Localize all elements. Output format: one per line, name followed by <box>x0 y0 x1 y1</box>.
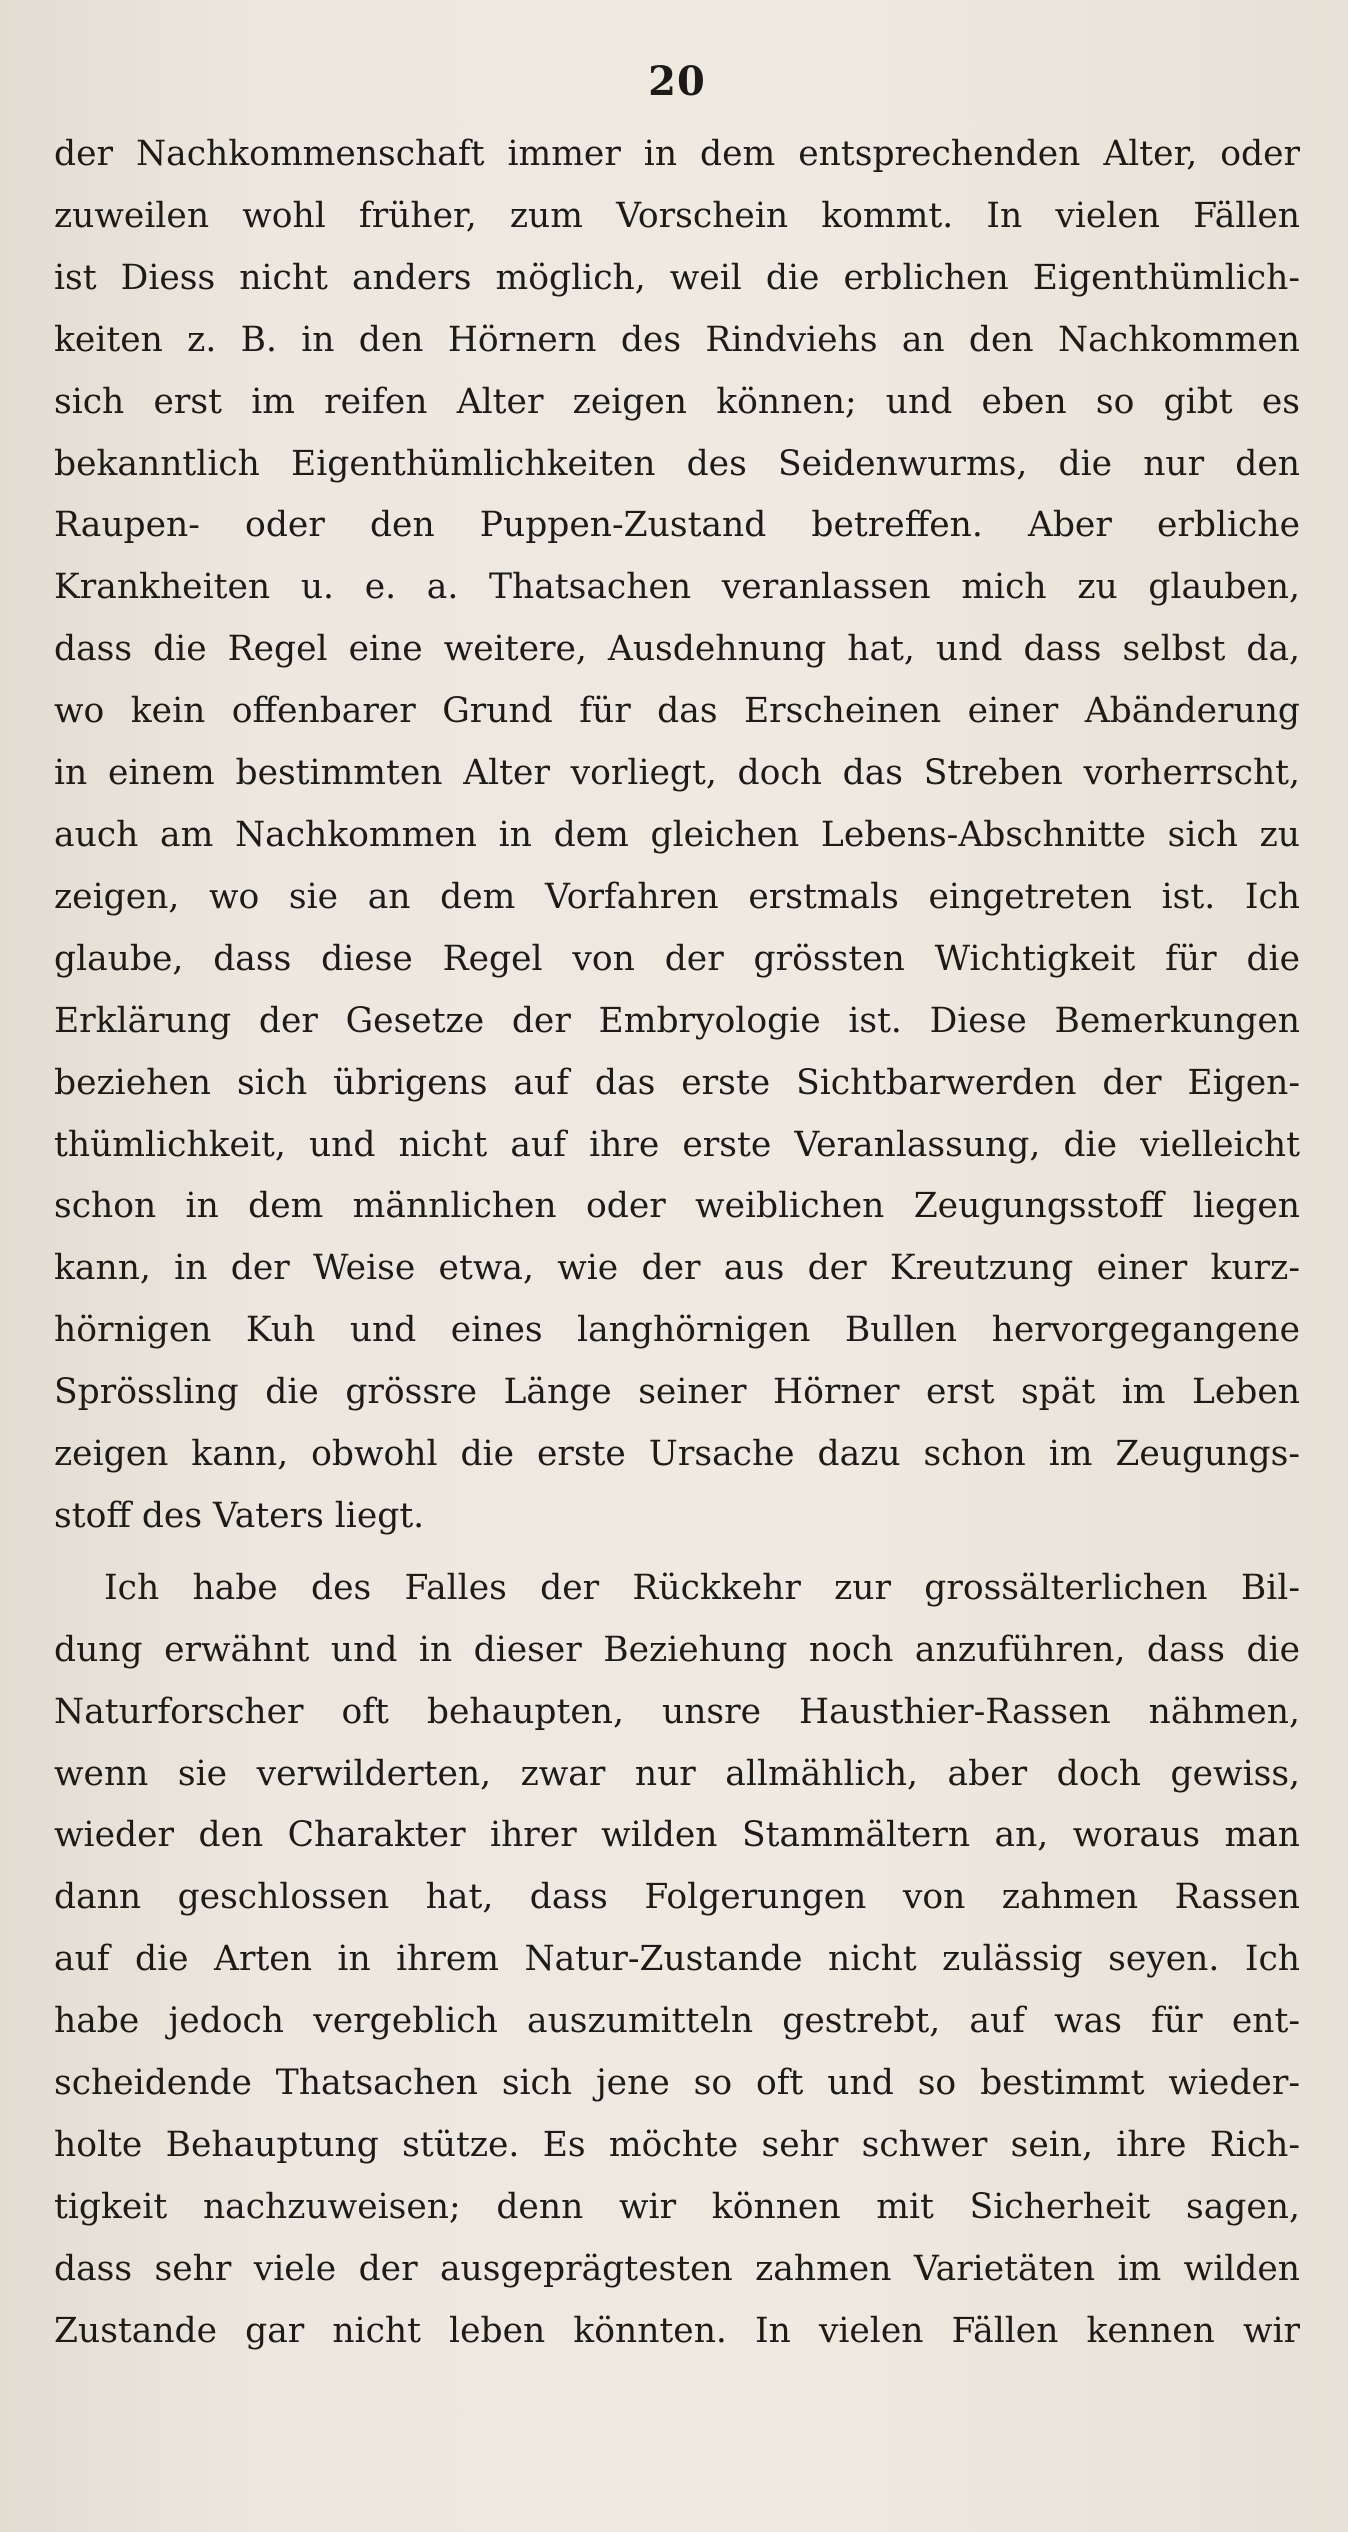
text-line: glaube, dass diese Regel von der grössten Wichtigkeit für die <box>54 938 1300 979</box>
text-line: dann geschlossen hat, dass Folgerungen von zahmen Rassen <box>54 1877 1300 1918</box>
text-line: Naturforscher oft behaupten, unsre Hausthier-Rassen nähmen, <box>54 1691 1300 1732</box>
text-line: wo kein offenbarer Grund für das Erscheinen einer Abänderung <box>54 691 1300 732</box>
text-line: Erklärung der Gesetze der Embryologie ist. Diese Bemerkungen <box>54 1000 1300 1041</box>
text-line: sich erst im reifen Alter zeigen können; und eben so gibt es <box>54 381 1300 422</box>
text-line: schon in dem männlichen oder weiblichen Zeugungsstoff liegen <box>54 1186 1300 1227</box>
text-line: zeigen, wo sie an dem Vorfahren erstmals eingetreten ist. Ich <box>54 876 1300 917</box>
text-line: Raupen- oder den Puppen-Zustand betreffen. Aber erbliche <box>54 505 1300 546</box>
text-line: beziehen sich übrigens auf das erste Sichtbarwerden der Eigen- <box>54 1062 1300 1103</box>
text-line: zeigen kann, obwohl die erste Ursache dazu schon im Zeugungs- <box>54 1434 1300 1475</box>
text-line: wieder den Charakter ihrer wilden Stammältern an, woraus man <box>54 1815 1300 1856</box>
text-line: scheidende Thatsachen sich jene so oft und so bestimmt wieder- <box>54 2063 1300 2104</box>
text-line: ist Diess nicht anders möglich, weil die erblichen Eigenthümlich- <box>54 257 1300 298</box>
text-line: der Nachkommenschaft immer in dem entsprechenden Alter, oder <box>54 134 1300 174</box>
text-line: wenn sie verwilderten, zwar nur allmählich, aber doch gewiss, <box>54 1753 1300 1794</box>
text-line: zuweilen wohl früher, zum Vorschein kommt. In vielen Fällen <box>54 195 1300 236</box>
text-line: habe jedoch vergeblich auszumitteln gestrebt, auf was für ent- <box>54 2001 1300 2042</box>
text-line: tigkeit nachzuweisen; denn wir können mit Sicherheit sagen, <box>54 2186 1300 2227</box>
text-line: in einem bestimmten Alter vorliegt, doch das Streben vorherrscht, <box>54 753 1300 794</box>
text-line: Ich habe des Falles der Rückkehr zur grossälterlichen Bil- <box>104 1567 1300 1608</box>
text-line: Sprössling die grössre Länge seiner Hörner erst spät im Leben <box>54 1372 1300 1413</box>
text-line: auf die Arten in ihrem Natur-Zustande nicht zulässig seyen. Ich <box>54 1939 1300 1980</box>
text-line: thümlichkeit, und nicht auf ihre erste Veranlassung, die vielleicht <box>54 1124 1300 1165</box>
text-line: kann, in der Weise etwa, wie der aus der Kreutzung einer kurz- <box>54 1248 1300 1289</box>
paragraph-1 <box>54 124 1300 1548</box>
paragraph-2 <box>54 1558 1300 2363</box>
text-line: hörnigen Kuh und eines langhörnigen Bullen hervorgegangene <box>54 1310 1300 1351</box>
text-line: holte Behauptung stütze. Es möchte sehr schwer sein, ihre Rich- <box>54 2125 1300 2165</box>
paragraph-gap <box>54 1548 1300 1558</box>
text-line: auch am Nachkommen in dem gleichen Lebens-Abschnitte sich zu <box>54 814 1300 855</box>
text-line: Krankheiten u. e. a. Thatsachen veranlassen mich zu glauben, <box>54 567 1300 608</box>
text-line: dass sehr viele der ausgeprägtesten zahmen Varietäten im wilden <box>54 2248 1300 2289</box>
text-line: bekanntlich Eigenthümlichkeiten des Seidenwurms, die nur den <box>54 443 1300 484</box>
text-line: dung erwähnt und in dieser Beziehung noch anzuführen, dass die <box>54 1629 1300 1670</box>
text-line: stoff des Vaters liegt. <box>54 1495 425 1536</box>
text-line: dass die Regel eine weitere, Ausdehnung hat, und dass selbst da, <box>54 629 1300 670</box>
page-number: 20 <box>648 58 706 105</box>
text-line: Zustande gar nicht leben könnten. In vielen Fällen kennen wir <box>54 2310 1300 2351</box>
text-line: keiten z. B. in den Hörnern des Rindviehs an den Nachkommen <box>54 319 1300 360</box>
